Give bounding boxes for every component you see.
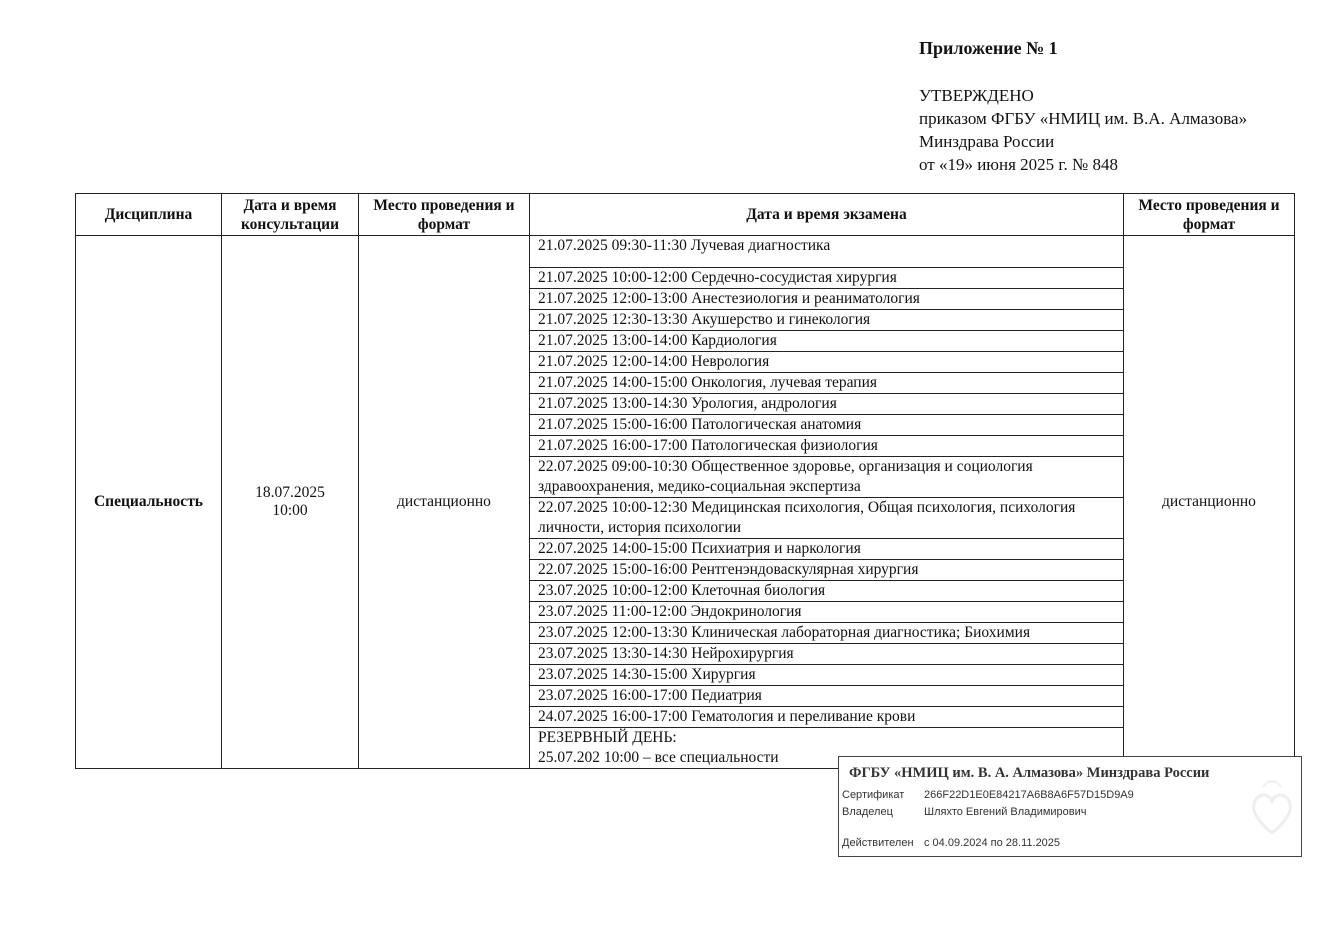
col-header-discipline: Дисциплина xyxy=(76,194,222,236)
col-header-consultation-place: Место проведения и формат xyxy=(359,194,530,236)
stamp-valid-row xyxy=(842,837,1060,849)
exam-item: 23.07.2025 16:00-17:00 Педиатрия xyxy=(530,686,1123,707)
exam-item: 24.07.2025 16:00-17:00 Гематология и переливание крови xyxy=(530,707,1123,728)
appendix-title: Приложение № 1 xyxy=(919,38,1058,58)
exam-item: 21.07.2025 14:00-15:00 Онкология, лучевая терапия xyxy=(530,373,1123,394)
consultation-datetime-cell xyxy=(222,236,359,769)
exam-item: 21.07.2025 13:00-14:00 Кардиология xyxy=(530,331,1123,352)
approval-line: УТВЕРЖДЕНО xyxy=(919,86,1034,105)
approval-line: от «19» июня 2025 г. № 848 xyxy=(919,155,1118,174)
approval-line: приказом ФГБУ «НМИЦ им. В.А. Алмазова» xyxy=(919,109,1248,128)
heart-logo-icon xyxy=(1249,771,1295,845)
consultation-time: 10:00 xyxy=(272,502,308,519)
stamp-owner-row xyxy=(842,806,1087,818)
exam-item: 22.07.2025 14:00-15:00 Психиатрия и наркология xyxy=(530,539,1123,560)
exam-item: 23.07.2025 10:00-12:00 Клеточная биология xyxy=(530,581,1123,602)
exam-item: 23.07.2025 13:30-14:30 Нейрохирургия xyxy=(530,644,1123,665)
col-header-exam-datetime: Дата и время экзамена xyxy=(530,194,1124,236)
exam-item: 21.07.2025 12:00-13:00 Анестезиология и реаниматология xyxy=(530,289,1123,310)
exam-item: 22.07.2025 10:00-12:30 Медицинская психология, Общая психология, психология личности, история психологии xyxy=(530,498,1123,539)
discipline-cell: Специальность xyxy=(76,236,222,769)
stamp-owner-label: Владелец xyxy=(842,806,893,818)
exam-place-cell: дистанционно xyxy=(1124,236,1295,769)
col-header-consultation-datetime: Дата и время консультации xyxy=(222,194,359,236)
table-row xyxy=(76,236,1295,769)
consultation-place-cell: дистанционно xyxy=(359,236,530,769)
stamp-owner-value: Шляхто Евгений Владимирович xyxy=(924,806,1087,818)
stamp-certificate-row xyxy=(842,789,1134,801)
approval-line: Минздрава России xyxy=(919,132,1055,151)
exam-item: 23.07.2025 14:30-15:00 Хирургия xyxy=(530,665,1123,686)
stamp-organization: ФГБУ «НМИЦ им. В. А. Алмазова» Минздрава России xyxy=(849,765,1210,781)
exam-item: 21.07.2025 13:00-14:30 Урология, андрология xyxy=(530,394,1123,415)
reserve-day-label: РЕЗЕРВНЫЙ ДЕНЬ: xyxy=(538,729,677,746)
schedule-table xyxy=(75,193,1295,769)
exam-item: 21.07.2025 15:00-16:00 Патологическая анатомия xyxy=(530,415,1123,436)
exam-item: 22.07.2025 09:00-10:30 Общественное здоровье, организация и социология здравоохранения, медико-социальная экспертиза xyxy=(530,457,1123,498)
exam-item: 21.07.2025 16:00-17:00 Патологическая физиология xyxy=(530,436,1123,457)
exam-list-cell xyxy=(530,236,1124,769)
stamp-valid-value: с 04.09.2024 по 28.11.2025 xyxy=(924,837,1061,849)
col-header-exam-place: Место проведения и формат xyxy=(1124,194,1295,236)
exam-item: 23.07.2025 11:00-12:00 Эндокринология xyxy=(530,602,1123,623)
table-header-row xyxy=(76,194,1295,236)
stamp-certificate-value: 266F22D1E0E84217A6B8A6F57D15D9A9 xyxy=(924,789,1134,801)
exam-item: 21.07.2025 12:00-14:00 Неврология xyxy=(530,352,1123,373)
exam-item: 22.07.2025 15:00-16:00 Рентгенэндоваскулярная хирургия xyxy=(530,560,1123,581)
stamp-certificate-label: Сертификат xyxy=(842,789,905,801)
consultation-date: 18.07.2025 xyxy=(255,484,325,501)
reserve-day-text: 25.07.202 10:00 – все специальности xyxy=(538,749,779,766)
exam-item: 21.07.2025 09:30-11:30 Лучевая диагностика xyxy=(530,236,1123,268)
exam-item: 21.07.2025 10:00-12:00 Сердечно-сосудистая хирургия xyxy=(530,268,1123,289)
exam-item: 23.07.2025 12:00-13:30 Клиническая лабораторная диагностика; Биохимия xyxy=(530,623,1123,644)
stamp-valid-label: Действителен xyxy=(842,837,914,849)
approval-block xyxy=(919,84,1247,176)
exam-item: 21.07.2025 12:30-13:30 Акушерство и гинекология xyxy=(530,310,1123,331)
digital-signature-stamp xyxy=(838,756,1302,857)
